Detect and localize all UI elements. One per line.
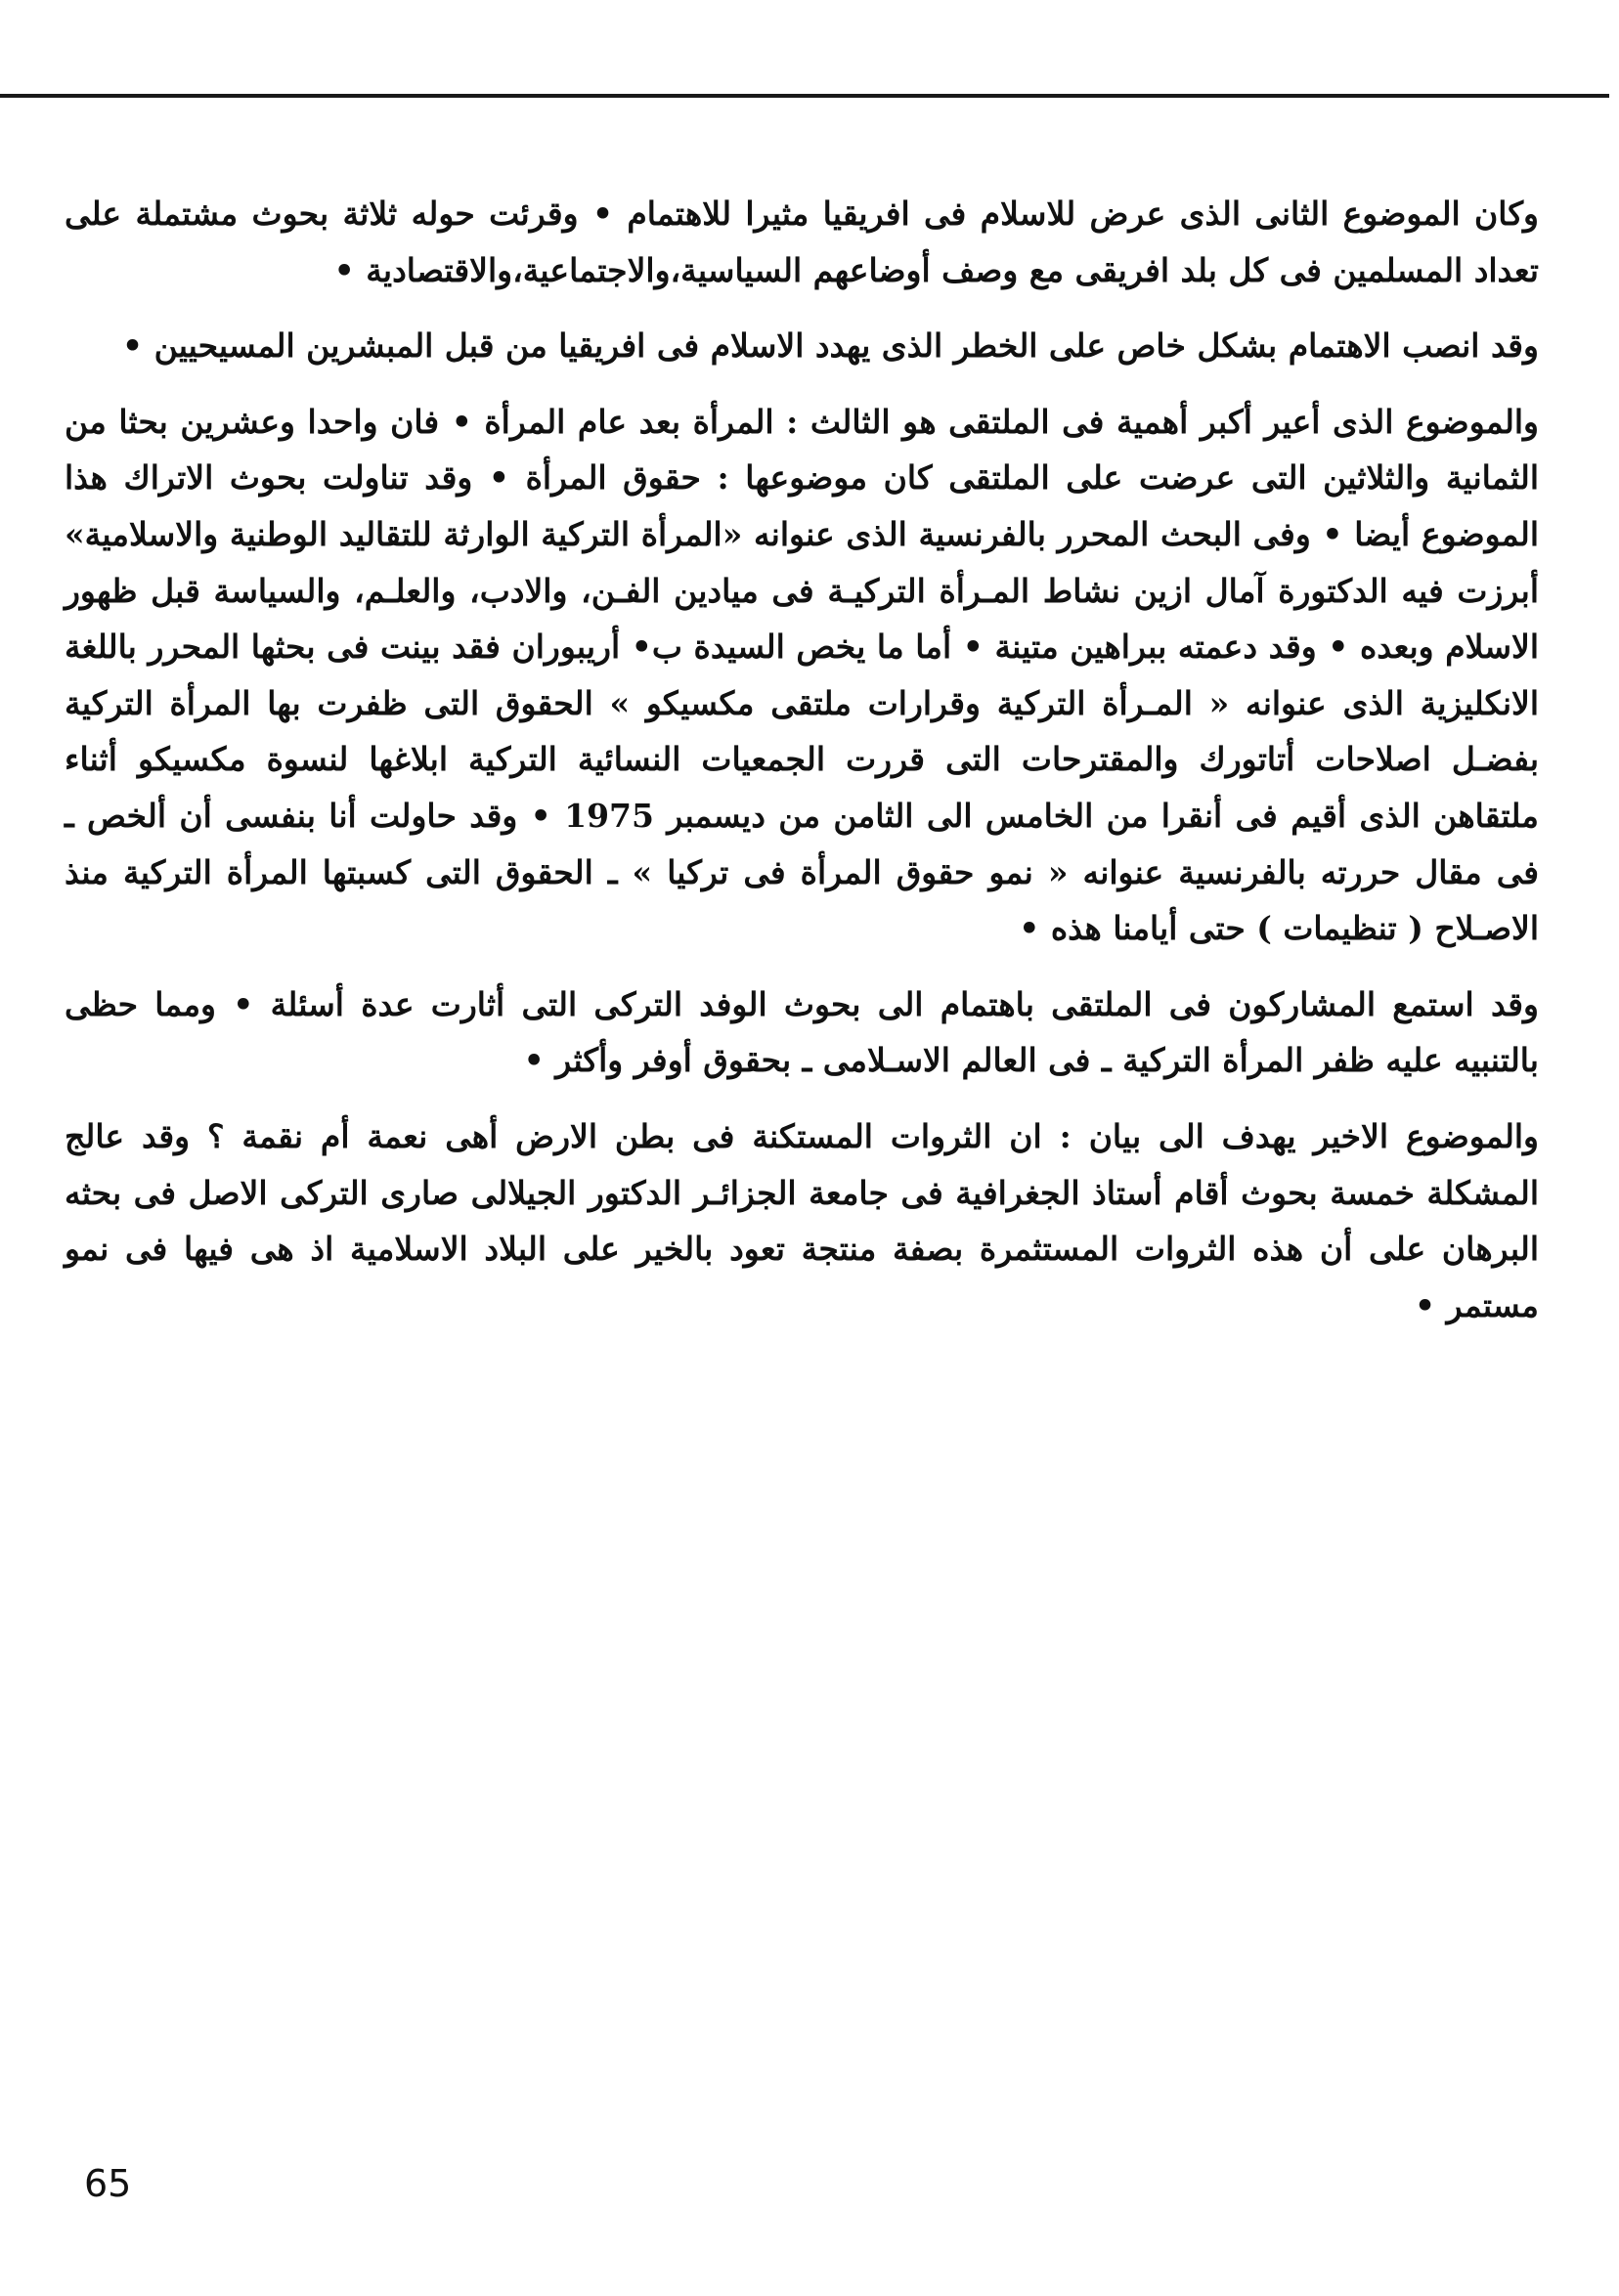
paragraph-missionaries: وقد انصب الاهتمام بشكل خاص على الخطر الذى يهدد الاسلام فى افريقيا من قبل المبشرين المسيحيين • [122, 326, 1539, 366]
paragraph-women-topic: والموضوع الذى أعير أكبر أهمية فى الملتقى هو الثالث : المرأة بعد عام المرأة • فان واحدا وعشرين بحثا من الثمانية والثلاثين التى عرضت على الملتقى كان موضوعها : حقوق المرأة • وقد تناولت بحوث الاتراك هذا الموضوع أيضا • وفى البحث المحرر بالفرنسية الذى عنوانه «المرأة التركية الوارثة للتقاليد الوطنية والاسلامية» أبرزت فيه الدكتورة آمال ازين نشاط المـرأة التركيـة فى ميادين الفـن، والادب، والعلـم، والسياسة قبل ظهور الاسلام وبعده • وقد دعمته ببراهين متينة • أما ما يخص السيدة ب• أريبوران فقد بينت فى بحثها المحرر باللغة الانكليزية الذى عنوانه « المـرأة التركية وقرارات ملتقى مكسيكو » الحقوق التى ظفرت بها المرأة التركية بفضـل اصلاحات أتاتورك والمقترحات التى قررت الجمعيات النسائية التركية ابلاغها لنسوة مكسيكو أثناء ملتقاهن الذى أقيم فى أنقرا من الخامس الى الثامن من ديسمبر 1975 • وقد حاولت أنا بنفسى أن ألخص ـ فى مقال حررته بالفرنسية عنوانه « نمو حقوق المرأة فى تركيا » ـ الحقوق التى كسبتها المرأة التركية منذ الاصـلاح ( تنظيمات ) حتى أيامنا هذه • [65, 402, 1539, 948]
body-text [65, 186, 1539, 1333]
paragraph-africa-topic: وكان الموضوع الثانى الذى عرض للاسلام فى افريقيا مثيرا للاهتمام • وقرئت حوله ثلاثة بحوث مشتملة على تعداد المسلمين فى كل بلد افريقى مع وصف أوضاعهم السياسية،والاجتماعية،والاقتصادية • [65, 195, 1539, 289]
page-number: 65 [84, 2162, 132, 2205]
paragraph-turkish-delegation: وقد استمع المشاركون فى الملتقى باهتمام الى بحوث الوفد التركى التى أثارت عدة أسئلة • ومما حظى بالتنبيه عليه ظفر المرأة التركية ـ فى العالم الاسـلامى ـ بحقوق أوفر وأكثر • [65, 984, 1539, 1080]
header-rule [0, 94, 1609, 98]
paragraph-natural-resources: والموضوع الاخير يهدف الى بيان : ان الثروات المستكنة فى بطن الارض أهى نعمة أم نقمة ؟ وقد عالج المشكلة خمسة بحوث أقام أستاذ الجغرافية فى جامعة الجزائـر الدكتور الجيلالى صارى التركى الاصل فى بحثه البرهان على أن هذه الثروات المستثمرة بصفة منتجة تعود بالخير على البلاد الاسلامية اذ هى فيها فى نمو مستمر • [65, 1116, 1539, 1324]
